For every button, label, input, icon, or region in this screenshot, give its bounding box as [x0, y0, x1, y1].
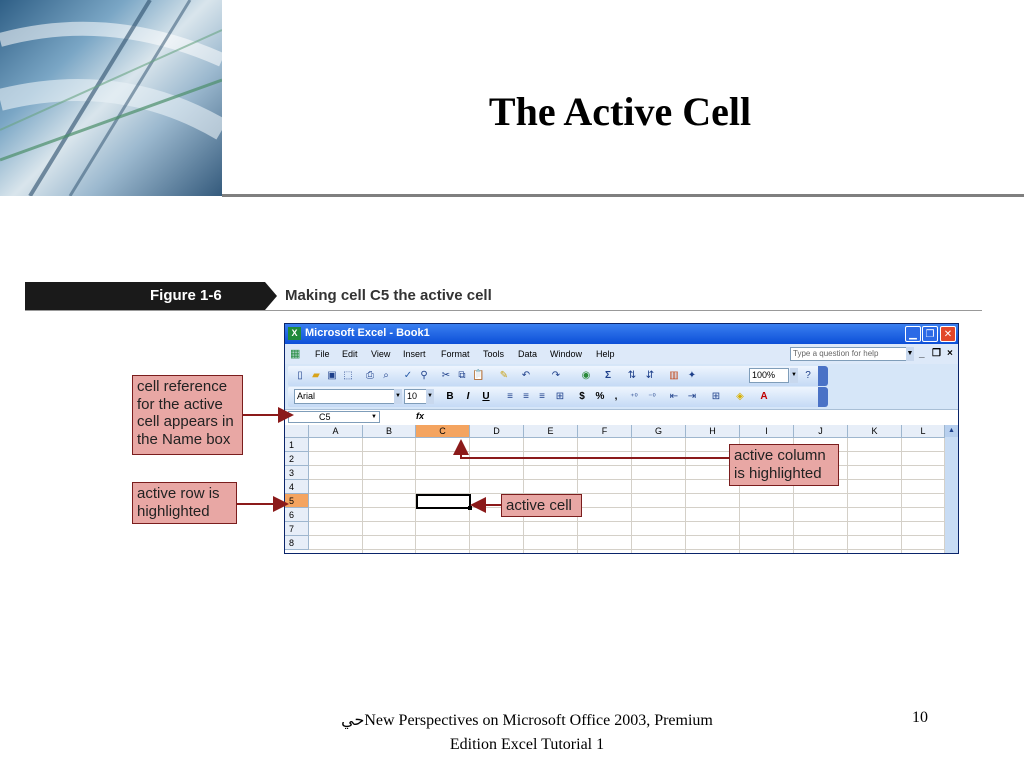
excel-logo-icon: X: [288, 327, 301, 340]
name-box[interactable]: C5: [288, 411, 380, 423]
worksheet-grid[interactable]: [285, 425, 958, 554]
research-icon[interactable]: ⚲: [420, 370, 428, 381]
fill-color-icon[interactable]: ◈: [736, 391, 744, 402]
grid-vline: [901, 438, 902, 554]
comma-button[interactable]: ,: [614, 391, 618, 402]
close-button[interactable]: ✕: [940, 326, 956, 342]
row-header-3[interactable]: 3: [285, 466, 309, 480]
row-header-4[interactable]: 4: [285, 480, 309, 494]
align-right-icon[interactable]: ≡: [539, 391, 545, 402]
row-header-1[interactable]: 1: [285, 438, 309, 452]
vertical-scrollbar[interactable]: [945, 425, 958, 554]
spelling-icon[interactable]: ✓: [403, 370, 413, 381]
save-icon[interactable]: ▣: [327, 370, 337, 381]
open-icon[interactable]: ▰: [312, 370, 320, 381]
callout-cell-reference: cell reference for the active cell appears in the Name box: [132, 375, 243, 455]
column-header-e[interactable]: E: [524, 425, 578, 438]
title-bar[interactable]: [285, 324, 958, 344]
sort-ascending-icon[interactable]: ⇅: [627, 370, 637, 381]
toolbar-options-icon[interactable]: [818, 366, 828, 386]
format-painter-icon[interactable]: ✎: [499, 370, 509, 381]
print-icon[interactable]: ⎙: [366, 370, 374, 381]
menu-bar: [285, 344, 958, 364]
callout-active-cell: active cell: [501, 494, 582, 517]
column-header-c[interactable]: C: [416, 425, 470, 438]
fill-handle[interactable]: [468, 506, 472, 510]
increase-indent-icon[interactable]: ⇥: [687, 391, 697, 402]
row-header-5[interactable]: 5: [285, 494, 309, 508]
grid-hline: [309, 493, 945, 494]
page-number: 10: [912, 709, 928, 726]
column-header-g[interactable]: G: [632, 425, 686, 438]
font-size-dropdown-icon[interactable]: ▼: [426, 389, 434, 404]
menu-file[interactable]: File: [315, 349, 330, 359]
grid-hline: [309, 535, 945, 536]
help-dropdown-icon[interactable]: ▼: [906, 347, 914, 361]
excel-window: [284, 323, 959, 554]
restore-button[interactable]: ❐: [922, 326, 938, 342]
column-header-a[interactable]: A: [309, 425, 363, 438]
font-size-select[interactable]: 10: [404, 389, 434, 404]
chart-wizard-icon[interactable]: ▥: [669, 370, 679, 381]
borders-icon[interactable]: ⊞: [711, 391, 721, 402]
menu-format[interactable]: Format: [441, 349, 470, 359]
header-divider: [222, 194, 1024, 197]
font-color-icon[interactable]: A: [760, 391, 768, 402]
grid-hline: [309, 465, 945, 466]
doc-restore-icon[interactable]: ❐: [932, 348, 941, 359]
align-center-icon[interactable]: ≡: [523, 391, 529, 402]
bold-button[interactable]: B: [446, 391, 454, 402]
grid-hline: [309, 451, 945, 452]
hyperlink-icon[interactable]: ◉: [581, 370, 591, 381]
new-icon[interactable]: ▯: [297, 370, 303, 381]
doc-close-icon[interactable]: ×: [947, 348, 953, 359]
grid-vline: [362, 438, 363, 554]
grid-vline: [685, 438, 686, 554]
grid-vline: [847, 438, 848, 554]
doc-minimize-icon[interactable]: _: [919, 348, 925, 359]
name-box-dropdown-icon[interactable]: ▼: [371, 414, 377, 420]
column-header-f[interactable]: F: [578, 425, 632, 438]
scroll-up-icon[interactable]: ▲: [945, 425, 958, 437]
redo-icon[interactable]: ↷: [551, 370, 561, 381]
header-photo-art: [0, 0, 222, 196]
column-header-h[interactable]: H: [686, 425, 740, 438]
menu-data[interactable]: Data: [518, 349, 538, 359]
formula-bar: [285, 409, 958, 425]
select-all-button[interactable]: [285, 425, 309, 438]
autosum-icon[interactable]: Σ: [604, 370, 611, 381]
column-header-b[interactable]: B: [363, 425, 416, 438]
callout-active-column: active column is highlighted: [729, 444, 839, 486]
sort-descending-icon[interactable]: ⇵: [645, 370, 655, 381]
cut-icon[interactable]: ✂: [441, 370, 451, 381]
column-header-j[interactable]: J: [794, 425, 848, 438]
document-icon[interactable]: ▦: [290, 348, 301, 360]
standard-toolbar: [288, 366, 828, 386]
row-header-8[interactable]: 8: [285, 536, 309, 550]
align-left-icon[interactable]: ≡: [507, 391, 513, 402]
menu-insert[interactable]: Insert: [403, 349, 426, 359]
menu-edit[interactable]: Edit: [342, 349, 358, 359]
figure-label-arrow: [265, 282, 277, 310]
font-name-dropdown-icon[interactable]: ▼: [394, 389, 402, 404]
callout-active-row: active row is highlighted: [132, 482, 237, 524]
grid-hline: [309, 479, 945, 480]
font-name-select[interactable]: Arial: [294, 389, 402, 404]
underline-button[interactable]: U: [482, 391, 490, 402]
column-header-k[interactable]: K: [848, 425, 902, 438]
column-header-i[interactable]: I: [740, 425, 794, 438]
menu-window[interactable]: Window: [550, 349, 583, 359]
header-photo: [0, 0, 222, 196]
row-header-7[interactable]: 7: [285, 522, 309, 536]
footer-text: [292, 709, 762, 757]
increase-decimal-icon[interactable]: ⁺⁰: [630, 392, 638, 401]
footer-line-1: حيNew Perspectives on Microsoft Office 2003, Premium: [341, 712, 713, 729]
paste-icon[interactable]: 📋: [472, 370, 485, 381]
percent-button[interactable]: %: [595, 391, 605, 402]
permission-icon[interactable]: ⬚: [343, 370, 353, 381]
figure-number: Figure 1-6: [150, 287, 222, 304]
undo-icon[interactable]: ↶: [521, 370, 531, 381]
formatting-toolbar: [288, 387, 828, 407]
decrease-decimal-icon[interactable]: ⁻⁰: [648, 392, 656, 401]
help-search-input[interactable]: Type a question for help: [790, 347, 907, 361]
merge-center-icon[interactable]: ⊞: [555, 391, 565, 402]
print-preview-icon[interactable]: ⌕: [383, 370, 389, 381]
italic-button[interactable]: I: [466, 391, 470, 402]
minimize-button[interactable]: ▁: [905, 326, 921, 342]
footer-line-2: Edition Excel Tutorial 1: [449, 736, 605, 753]
active-cell-c5[interactable]: [416, 494, 471, 509]
toolbar-options-icon-2[interactable]: [818, 387, 828, 407]
grid-hline: [309, 521, 945, 522]
row-header-2[interactable]: 2: [285, 452, 309, 466]
grid-vline: [631, 438, 632, 554]
grid-hline: [309, 549, 945, 550]
drawing-icon[interactable]: ✦: [687, 370, 697, 381]
grid-hline: [309, 507, 945, 508]
zoom-select[interactable]: 100%: [749, 368, 789, 383]
zoom-dropdown-icon[interactable]: ▼: [790, 368, 798, 383]
figure-bar: [25, 282, 982, 311]
menu-help[interactable]: Help: [596, 349, 615, 359]
figure-caption: Making cell C5 the active cell: [285, 287, 492, 304]
menu-view[interactable]: View: [371, 349, 391, 359]
row-header-6[interactable]: 6: [285, 508, 309, 522]
menu-tools[interactable]: Tools: [483, 349, 505, 359]
insert-function-icon[interactable]: fx: [416, 411, 425, 421]
copy-icon[interactable]: ⧉: [458, 370, 466, 381]
help-icon[interactable]: ?: [805, 370, 811, 381]
column-header-l[interactable]: L: [902, 425, 945, 438]
column-header-d[interactable]: D: [470, 425, 524, 438]
figure-label-background: [25, 282, 265, 310]
slide-title: The Active Cell: [488, 89, 752, 134]
currency-button[interactable]: $: [579, 391, 585, 402]
decrease-indent-icon[interactable]: ⇤: [669, 391, 679, 402]
window-title: Microsoft Excel - Book1: [305, 327, 430, 339]
